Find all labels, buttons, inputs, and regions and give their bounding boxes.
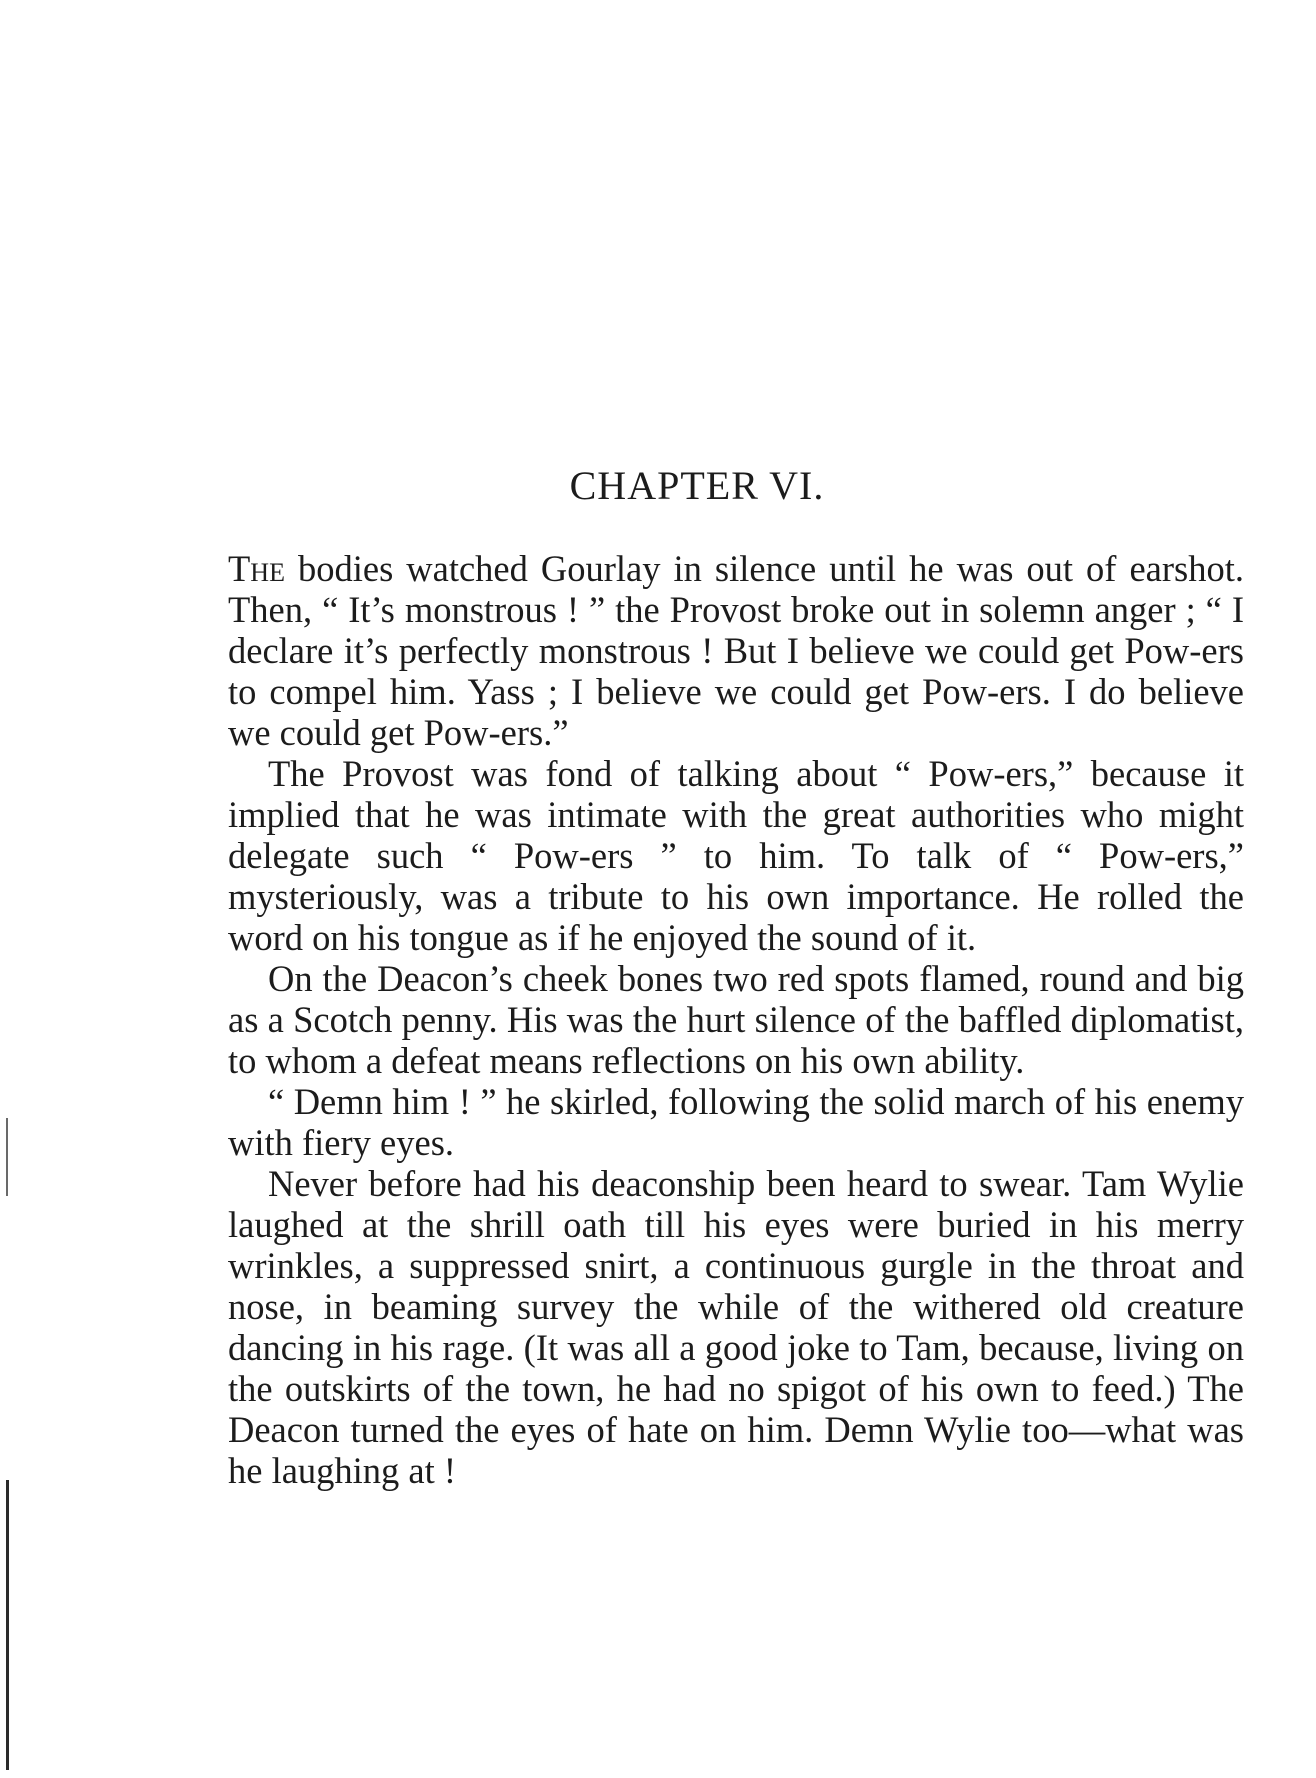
paragraph-1-text: bodies watched Gourlay in silence until he was out of earshot. Then, “ It’s monstrous ! ” the Provost broke out in solemn anger ; “ I declare it’s perfectly monstrous ! But I believe we could get Pow-ers to compel him. Yass ; I believe we could get Pow-ers. I do believe we could get Pow-ers.” [228,548,1244,753]
chapter-title: CHAPTER VI. [569,463,825,508]
page-edge-mark [6,1118,8,1196]
paragraph-5: Never before had his deaconship been heard to swear. Tam Wylie laughed at the shrill oath till his eyes were buried in his merry wrinkles, a suppressed snirt, a continuous gurgle in the throat and nose, in beaming survey the while of the withered old creature dancing in his rage. (It was all a good joke to Tam, because, living on the outskirts of the town, he had no spigot of his own to feed.) The Deacon turned the eyes of hate on him. Demn Wylie too—what was he laughing at ! [228,1163,1244,1491]
chapter-body [228,548,1244,1491]
page-edge-binding [6,1480,9,1770]
opening-word: The [228,548,285,589]
paragraph-1 [228,548,1244,753]
paragraph-2: The Provost was fond of talking about “ Pow-ers,” because it implied that he was intimate with the great authorities who might delegate such “ Pow-ers ” to him. To talk of “ Pow-ers,” mysteriously, was a tribute to his own importance. He rolled the word on his tongue as if he enjoyed the sound of it. [228,753,1244,958]
paragraph-4: “ Demn him ! ” he skirled, following the solid march of his enemy with fiery eyes. [228,1081,1244,1163]
paragraph-3: On the Deacon’s cheek bones two red spots flamed, round and big as a Scotch penny. His was the hurt silence of the baffled diplomatist, to whom a defeat means reflections on his own ability. [228,958,1244,1081]
